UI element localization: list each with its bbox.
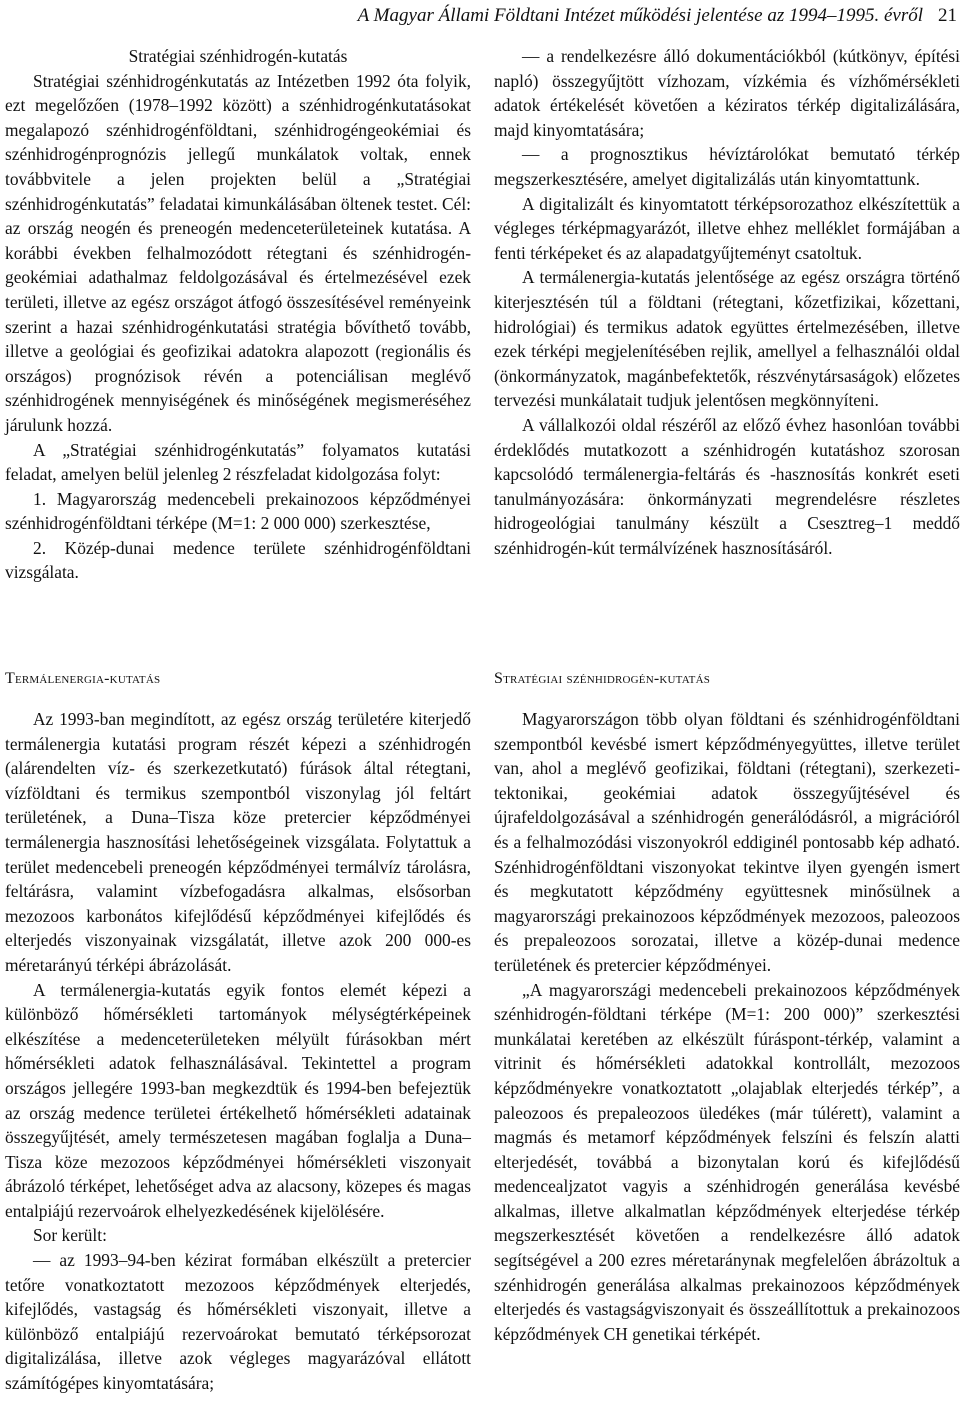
list-item: — a prognosztikus hévíztárolókat bemutató térkép megszerkesztésére, amelyet digitalizálás után kinyomtattunk. — [494, 144, 960, 189]
paragraph: Stratégiai szénhidrogénkutatás az Intézetben 1992 óta folyik, ezt megelőzően (1978–1992 között) a szénhidrogénkutatásokat megalapozó szénhidrogénföldtani, szénhidrogéngeokémiai és szénhidrogénprognózis jellegű munkálatok voltak, ennek továbbvitele a jelen projekten belül a „Stratégiai szénhidrogénkutatás” feladatai kimunkálásában öltenek testet. Cél: az ország neogén és preneogén medenceterületeinek kutatása. A korábbi években felhalmozódott rétegtani és szénhidrogén-geokémiai adathalmaz feldolgozásával és értelmezésével ezek területi, illetve az egész országot átfogó összesítésével reményeink szerint a hazai szénhidrogénkutatási stratégia bővíthető tovább, illetve a geológiai és geofizikai adatokra alapozott (regionális és országos) prognózisok révén a potenciálisan meglévő szénhidrogének mennyiségének és minőségének megismeréséhez járulunk hozzá. — [5, 70, 471, 435]
section-heading: Termálenergia-kutatás — [5, 670, 161, 687]
list-item: — az 1993–94-ben kézirat formában elkészült a pretercier tetőre vonatkoztatott mezozoos képződmények elterjedés, kifejlődés, vastagság és hőmérsékleti viszonyait, illetve a különböző entalpiájú rezervoárokat bemutató térképsorozat digitalizálása, illetve azok végleges magyarázóval ellátott számítógépes kinyomtatására; — [5, 1250, 471, 1394]
paragraph: Az 1993-ban megindított, az egész ország területére kiterjedő termálenergia kutatási program részét képezi a szénhidrogén (alárendelten víz- és szerkezetkutató) fúrások által rétegtani, vízföldtani és termikus szempontból viszonylag jól feltárt területének, a Duna–Tisza köze pretercier képződményei termálenergia hasznosítási lehetőségeinek vizsgálata. Folytattuk a terület medencebeli preneogén képződményei termálvíz tárolásra, feltárásra, valamint vízbefogadásra alkalmas, elsősorban mezozoos karbonátos kifejlődésű képződményei kifejlődés és elterjedés viszonyainak vizsgálatát, illetve azok 200 000-es méretarányú térképi ábrázolását. — [5, 709, 471, 975]
section-title: Stratégiai szénhidrogén-kutatás — [128, 46, 348, 66]
list-item: 2. Közép-dunai medence területe szénhidrogénföldtani vizsgálata. — [5, 537, 471, 583]
list-item: 1. Magyarország medencebeli prekainozoos képződményei szénhidrogénföldtani térképe (M=1: 2 000 000) szerkesztése, — [5, 488, 471, 534]
paragraph: A termálenergia-kutatás egyik fontos elemét képezi a különböző hőmérsékleti tartományok mélységtérképeinek elkészítése a medenceterületeken mélyült fúrásokban mért hőmérsékleti adatok felhasználásával. Tekintettel a program országos jellegére 1993-ban megkezdtük és 1994-ben befejeztük az ország medence területei értékelhető hőmérsékleti adatainak összegyűjtését, amely természetesen magában foglalja a Duna–Tisza köze mezozoos képződményei hőmérsékleti viszonyait ábrázoló térképet, lehetőséget adva az alacsony, közepes és magas entalpiájú rezervoárok elhelyezkedésének kijelölésére. — [5, 979, 471, 1221]
paragraph: A digitalizált és kinyomtatott térképsorozathoz elkészítettük a végleges térképmagyarázót, illetve ehhez melléklet formájában a fenti térképeket és az alapadatgyűjteményt csatoltuk. — [494, 193, 960, 263]
paragraph: A „Stratégiai szénhidrogénkutatás” folyamatos kutatási feladat, amelyen belül jelenleg 2 részfeladat kidolgozása folyt: — [5, 439, 471, 485]
list-item: — a rendelkezésre álló dokumentációkból (kútkönyv, építési napló) összegyűjtött vízhozam, vízkémia és vízhőmérsékleti adatok értékelését követően a kéziratos térkép digitalizálására, majd kinyomtatására; — [494, 46, 960, 140]
journal-title: A Magyar Állami Földtani Intézet működési jelentése az 1994–1995. évről — [357, 5, 923, 26]
right-column-bottom — [494, 669, 960, 1346]
section-heading: Stratégiai szénhidrogén-kutatás — [494, 670, 711, 687]
paragraph: Magyarországon több olyan földtani és szénhidrogénföldtani szempontból kevésbé ismert képződményegyüttes, illetve terület van, ahol a meglévő geofizikai, földtani (rétegtani), szerkezeti-tektonikai, geokémiai adatok összegyűjtésével és újrafeldolgozásával a szénhidrogén generálódásról, a migrációról és a felhalmozódási viszonyokról eddiginél pontosabb kép adható. Szénhidrogénföldtani viszonyokat tekintve ilyen gyengén ismert és megkutatott képződmény együttesnek minősülnek a magyarországi prekainozoos képződmények mezozoos, paleozoos és prepaleozoos sorozatai, illetve a közép-dunai medence területének és pretercier képződményei. — [494, 709, 960, 975]
page-number: 21 — [938, 5, 957, 26]
right-column-top — [494, 44, 960, 560]
left-column-top — [5, 44, 471, 585]
running-head — [0, 2, 957, 30]
paragraph: A termálenergia-kutatás jelentősége az egész országra történő kiterjesztésén túl a földtani (rétegtani, kőzetfizikai, kőzettani, hidrológiai) és termikus adatok együttes értelmezésében, illetve ezek térképi megjelenítésében rejlik, amellyel a felhasználói oldal (önkormányzatok, magánbefektetők, részvénytársaságok) előzetes tervezési munkálatait tudjuk jelentősen megkönnyíteni. — [494, 267, 960, 411]
paragraph: „A magyarországi medencebeli prekainozoos képződmények szénhidrogén-földtani térképe (M=1: 200 000)” szerkesztési munkálatai keretében az elkészült fúráspont-térkép, valamint a vitrinit és hőmérsékleti adatokkal kontrollált, mezozoos képződményekre vonatkoztatott „olajablak elterjedés térkép”, a paleozoos és prepaleozoos üledékes (már túlérett), valamint a magmás és metamorf képződmények felszíni és felszín alatti elterjedését, továbbá a bizonytalan korú és kifejlődésű medencealjzatot vagyis a szénhidrogén generálása kevésbé alkalmas, illetve alkalmatlan képződmények elterjedése térkép megszerkesztését követően a rendelkezésre álló adatok segítségével a 200 ezres méretaránynak megfelelően ábrázoltuk a szénhidrogén generálása alkalmas prekainozoos képződmények elterjedés és vastagságviszonyait és összeállítottuk a prekainozoos képződmények CH genetikai térképét. — [494, 979, 960, 1344]
paragraph: A vállalkozói oldal részéről az előző évhez hasonlóan további érdeklődés mutatkozott a szénhidrogén kutatáshoz szorosan kapcsolódó termálenergia-feltárás és -hasznosítás konkrét eseti tanulmányozására: önkormányzati megrendelésre részletes hidrogeológiai tanulmány készült a Csesztreg–1 meddő szénhidrogén-kút termálvízének hasznosításáról. — [494, 414, 960, 558]
left-column-bottom — [5, 669, 471, 1396]
paragraph: Sor került: — [33, 1225, 107, 1246]
